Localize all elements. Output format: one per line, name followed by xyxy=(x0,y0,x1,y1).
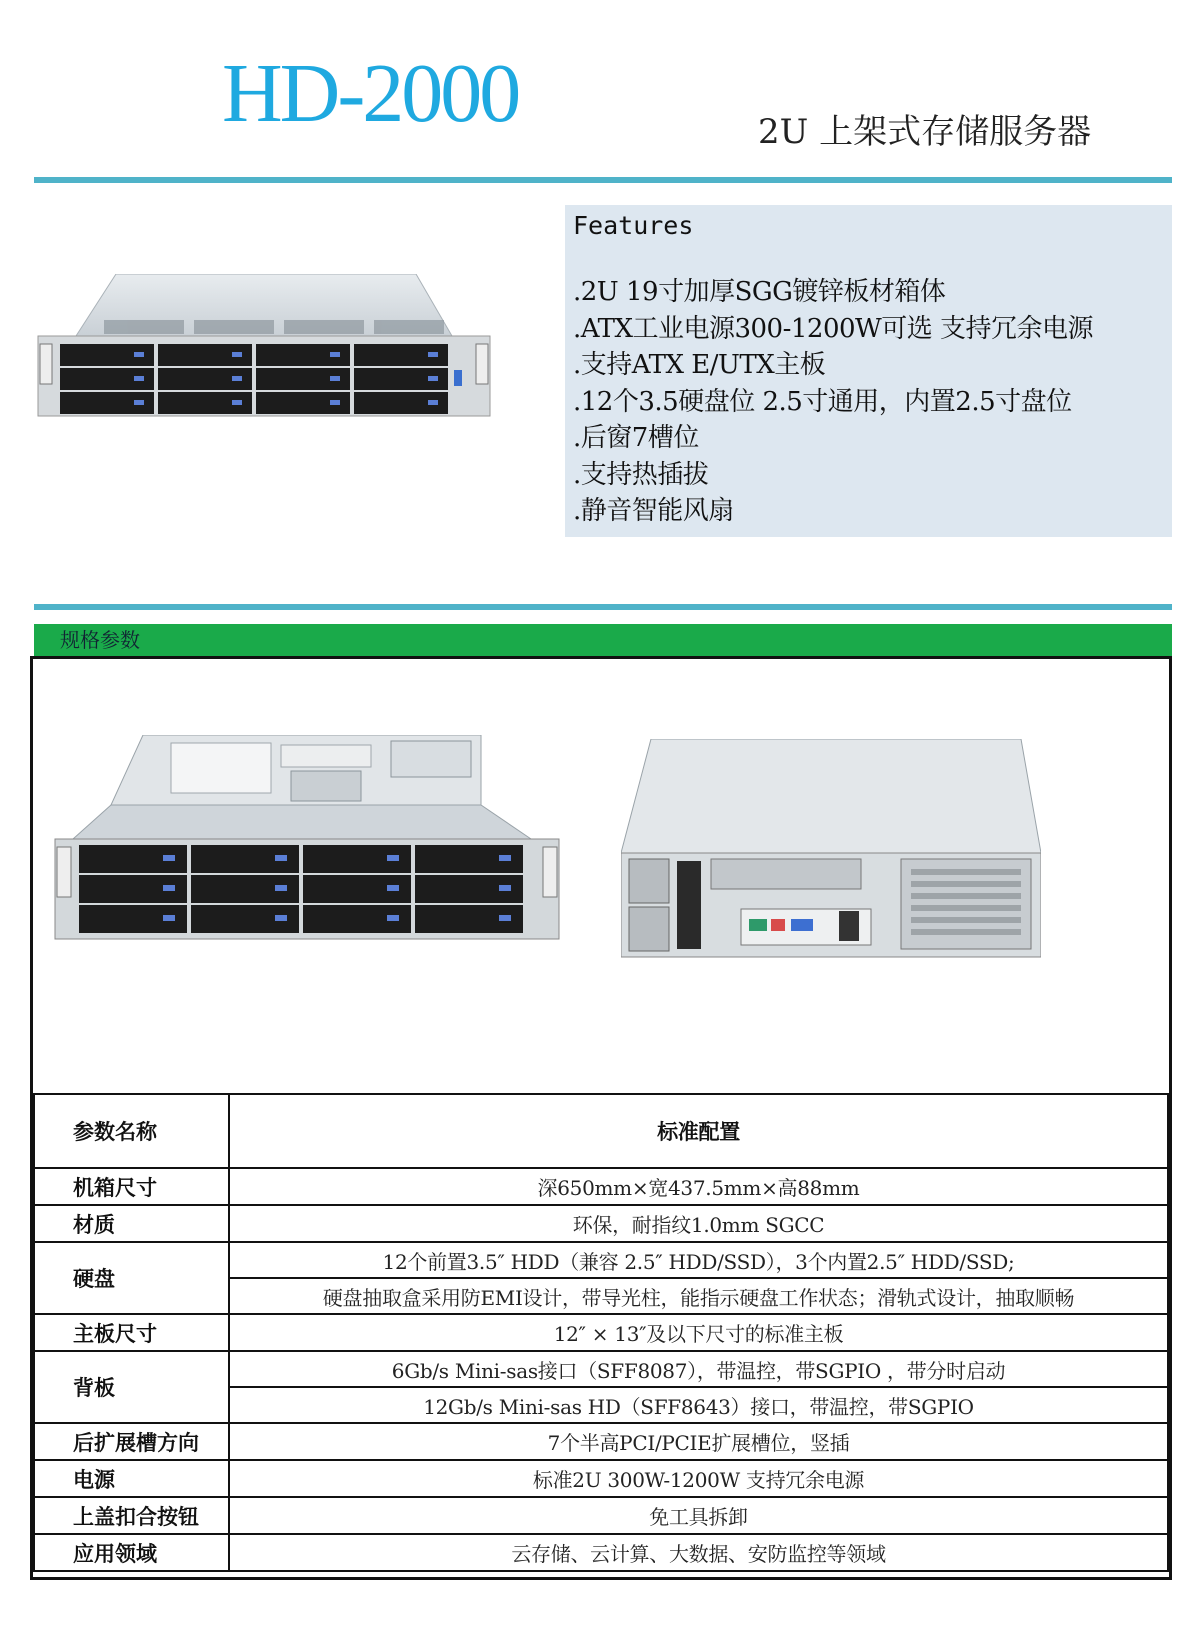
header-key-cell: 参数名称 xyxy=(34,1094,229,1168)
spec-key: 应用领域 xyxy=(34,1534,229,1571)
spec-key: 机箱尺寸 xyxy=(34,1168,229,1205)
table-row xyxy=(34,1534,1168,1571)
header-divider xyxy=(34,177,1172,183)
spec-value: 环保，耐指纹1.0mm SGCC xyxy=(229,1205,1168,1242)
spec-key: 电源 xyxy=(34,1460,229,1497)
table-header-row xyxy=(34,1094,1168,1168)
table-row xyxy=(34,1168,1168,1205)
model-title: HD-2000 xyxy=(222,47,519,140)
spec-value: 免工具拆卸 xyxy=(229,1497,1168,1534)
feature-item: .支持ATX E/UTX主板 xyxy=(573,350,826,380)
spec-table xyxy=(33,1093,1169,1572)
spec-section-label: 规格参数 xyxy=(34,624,1172,656)
spec-value: 12个前置3.5″ HDD（兼容 2.5″ HDD/SSD），3个内置2.5″ HDD/SSD; xyxy=(229,1242,1168,1278)
section-divider xyxy=(34,604,1172,610)
spec-value: 12Gb/s Mini-sas HD（SFF8643）接口，带温控，带SGPIO xyxy=(229,1387,1168,1423)
table-row xyxy=(34,1351,1168,1387)
spec-value: 6Gb/s Mini-sas接口（SFF8087），带温控，带SGPIO ，带分时启动 xyxy=(229,1351,1168,1387)
photo-row xyxy=(33,659,1169,1093)
spec-value: 云存储、云计算、大数据、安防监控等领域 xyxy=(229,1534,1168,1571)
feature-item: .静音智能风扇 xyxy=(573,496,734,526)
table-row xyxy=(34,1497,1168,1534)
spec-value: 硬盘抽取盒采用防EMI设计，带导光柱，能指示硬盘工作状态；滑轨式设计，抽取顺畅 xyxy=(229,1278,1168,1314)
table-row xyxy=(34,1242,1168,1278)
spec-value: 深650mm×宽437.5mm×高88mm xyxy=(229,1168,1168,1205)
spec-key: 硬盘 xyxy=(34,1242,229,1314)
spec-value: 标准2U 300W-1200W 支持冗余电源 xyxy=(229,1460,1168,1497)
table-row xyxy=(34,1423,1168,1460)
spec-key: 上盖扣合按钮 xyxy=(34,1497,229,1534)
product-subtitle: 2U 上架式存储服务器 xyxy=(758,112,1092,152)
server-rear-photo xyxy=(621,739,1041,967)
spec-value: 12″ × 13″及以下尺寸的标准主板 xyxy=(229,1314,1168,1351)
feature-item: .2U 19寸加厚SGG镀锌板材箱体 xyxy=(573,277,946,307)
server-open-front-photo xyxy=(51,735,563,955)
spec-key: 背板 xyxy=(34,1351,229,1423)
table-row xyxy=(34,1460,1168,1497)
feature-item: .后窗7槽位 xyxy=(573,423,699,453)
feature-item: .ATX工业电源300-1200W可选 支持冗余电源 xyxy=(573,313,1094,344)
spec-key: 材质 xyxy=(34,1205,229,1242)
features-title: Features xyxy=(573,211,694,240)
spec-key: 主板尺寸 xyxy=(34,1314,229,1351)
feature-item: .支持热插拔 xyxy=(573,459,709,490)
server-front-photo xyxy=(34,274,494,438)
feature-item: .12个3.5硬盘位 2.5寸通用，内置2.5寸盘位 xyxy=(573,386,1072,417)
spec-value: 7个半高PCI/PCIE扩展槽位，竖插 xyxy=(229,1423,1168,1460)
header-value-cell: 标准配置 xyxy=(229,1094,1168,1168)
table-row xyxy=(34,1205,1168,1242)
table-row xyxy=(34,1314,1168,1351)
features-panel xyxy=(565,205,1172,537)
spec-key: 后扩展槽方向 xyxy=(34,1423,229,1460)
spec-box xyxy=(30,656,1172,1580)
